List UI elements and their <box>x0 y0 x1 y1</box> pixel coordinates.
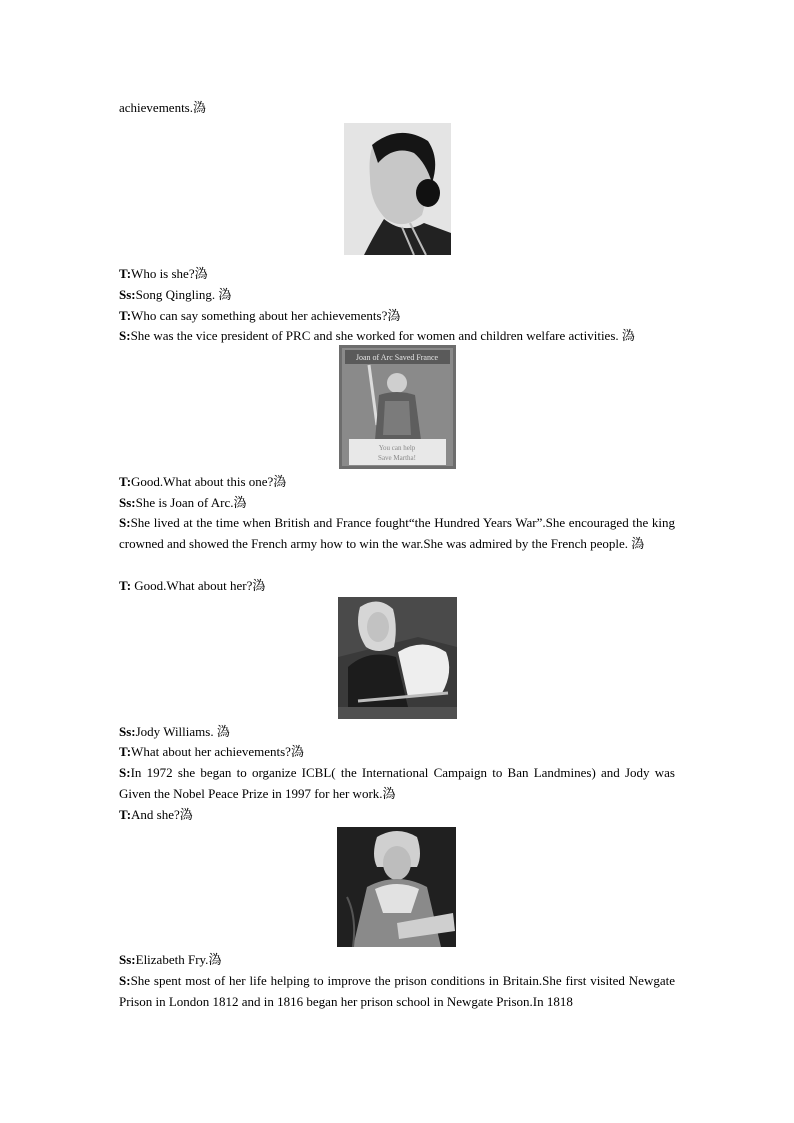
text-line: Ss:She is Joan of Arc.溈 <box>119 495 247 510</box>
paragraph-marker: 溈 <box>194 266 208 281</box>
svg-text:You can help: You can help <box>378 444 416 452</box>
joan-of-arc-poster <box>339 345 456 469</box>
paragraph-marker: 溈 <box>387 308 401 323</box>
text-line: Ss:Jody Williams. 溈 <box>119 724 230 739</box>
text-line: Ss:Elizabeth Fry.溈 <box>119 952 222 967</box>
text-line: T:What about her achievements?溈 <box>119 744 304 759</box>
text-line: T:Who can say something about her achievements?溈 <box>119 308 401 323</box>
jody-williams-photo <box>338 597 457 719</box>
text-line: Ss:Song Qingling. 溈 <box>119 287 232 302</box>
text-line: S:She was the vice president of PRC and she worked for women and children welfare activities. 溈 <box>119 328 635 343</box>
text-line: T:And she?溈 <box>119 807 193 822</box>
paragraph-marker: 溈 <box>208 952 222 967</box>
paragraph-marker: 溈 <box>233 495 247 510</box>
text-line: T:Good.What about this one?溈 <box>119 474 287 489</box>
text-paragraph: S:She spent most of her life helping to improve the prison conditions in Britain.She first visited Newgate Prison in London 1812 and in 1816 began her prison school in Newgate Prison.In 1818 <box>119 973 675 1009</box>
elizabeth-fry-portrait <box>337 827 456 947</box>
paragraph-marker: 溈 <box>218 287 232 302</box>
svg-text:Joan of Arc Saved France: Joan of Arc Saved France <box>355 353 439 362</box>
paragraph-marker: 溈 <box>193 100 207 115</box>
song-qingling-photo <box>344 123 451 255</box>
paragraph-marker: 溈 <box>252 578 266 593</box>
paragraph-marker: 溈 <box>216 724 230 739</box>
text-line: T:Who is she?溈 <box>119 266 208 281</box>
text-paragraph: S:In 1972 she began to organize ICBL( the International Campaign to Ban Landmines) and Jody was Given the Nobel Peace Prize in 1997 for her work.溈 <box>119 765 675 801</box>
paragraph-marker: 溈 <box>382 786 396 801</box>
paragraph-marker: 溈 <box>273 474 287 489</box>
paragraph-marker: 溈 <box>290 744 304 759</box>
text-paragraph: S:She lived at the time when British and France fought“the Hundred Years War”.She encouraged the king crowned and showed the French army how to win the war.She was admired by the French people. 溈 <box>119 515 675 551</box>
paragraph-marker: 溈 <box>621 328 635 343</box>
text-line: T: Good.What about her?溈 <box>119 578 266 593</box>
paragraph-marker: 溈 <box>179 807 193 822</box>
svg-text:Save Martha!: Save Martha! <box>378 454 416 462</box>
text-line: achievements.溈 <box>119 100 207 115</box>
paragraph-marker: 溈 <box>631 536 645 551</box>
